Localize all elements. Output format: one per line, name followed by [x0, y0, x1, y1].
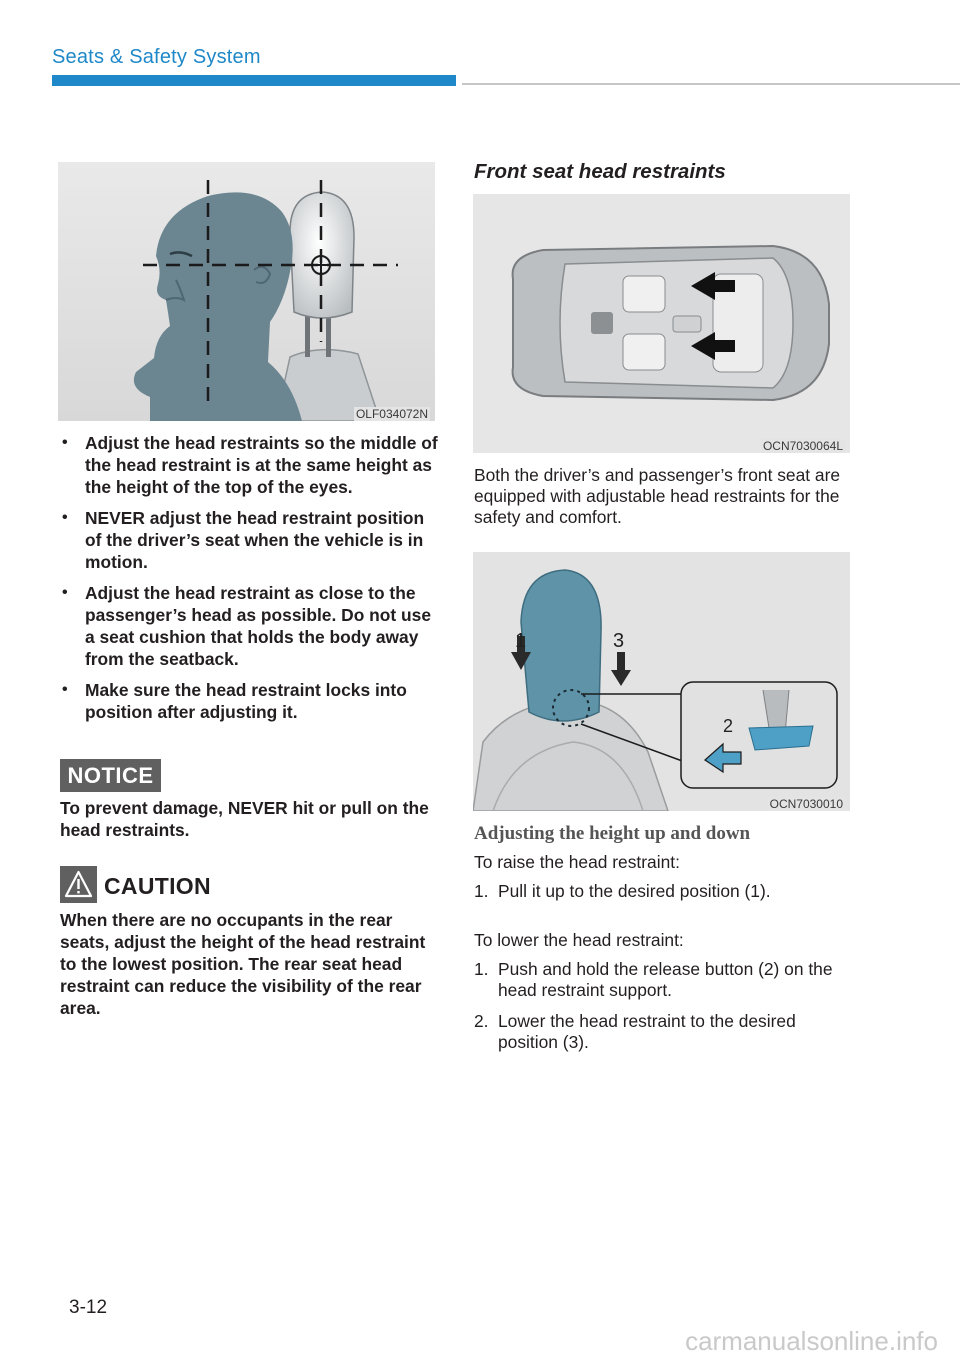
- callout-3: 3: [613, 630, 625, 652]
- lower-intro: To lower the head restraint:: [474, 930, 684, 950]
- section-title: Seats & Safety System: [52, 46, 261, 68]
- height-adjust-figure: [473, 552, 850, 811]
- callout-1: 1: [515, 630, 527, 652]
- raise-intro: To raise the head restraint:: [474, 852, 680, 872]
- notice-badge: NOTICE: [60, 759, 161, 792]
- step-number: 1.: [474, 959, 489, 979]
- raise-steps: [474, 881, 854, 912]
- caution-text: When there are no occupants in the rear seats, adjust the height of the head restraint to the lowest position. The rear seat head restraint can reduce the visibility of the rear area.: [60, 910, 426, 1018]
- head-position-figure: [58, 162, 435, 421]
- step-text: Lower the head restraint to the desired position (3).: [498, 1011, 796, 1052]
- figure-code: OLF034072N: [355, 407, 428, 421]
- header-rule: [462, 83, 960, 85]
- step-text: Push and hold the release button (2) on the head restraint support.: [498, 959, 833, 1000]
- figure-code: OCN7030010: [769, 797, 843, 811]
- figure-code: OCN7030064L: [762, 439, 843, 453]
- notice-text: To prevent damage, NEVER hit or pull on the head restraints.: [60, 798, 429, 840]
- warning-triangle-icon: [60, 866, 97, 903]
- front-seat-heading: Front seat head restraints: [474, 160, 726, 183]
- head-restraint-adjust-illustration: [473, 552, 850, 811]
- vehicle-top-view-illustration: [473, 194, 850, 453]
- lower-steps: [474, 959, 854, 1063]
- caution-label: CAUTION: [104, 873, 211, 899]
- header-rule-accent: [52, 75, 456, 86]
- callout-2: 2: [723, 716, 734, 736]
- list-item: [474, 959, 854, 1001]
- list-item: • Adjust the head restraint as close to the passenger’s head as possible. Do not use a seat cushion that holds the body away from the seatback.: [60, 582, 440, 670]
- step-number: 2.: [474, 1011, 489, 1031]
- head-restraint-guidelines: [60, 432, 440, 732]
- step-text: Pull it up to the desired position (1).: [498, 881, 771, 901]
- adjusting-heading: Adjusting the height up and down: [474, 823, 751, 844]
- list-item: • Make sure the head restraint locks into position after adjusting it.: [60, 679, 440, 723]
- list-item: [474, 1011, 854, 1053]
- list-item: • NEVER adjust the head restraint position of the driver’s seat when the vehicle is in motion.: [60, 507, 440, 573]
- vehicle-top-view-figure: [473, 194, 850, 453]
- page-number: 3-12: [69, 1297, 108, 1318]
- watermark: carmanualsonline.info: [685, 1326, 938, 1356]
- list-item: [474, 881, 854, 902]
- head-restraint-alignment-illustration: [58, 162, 435, 421]
- list-item: • Adjust the head restraints so the middle of the head restraint is at the same height as the height of the top of the eyes.: [60, 432, 440, 498]
- front-seat-description: Both the driver’s and passenger’s front seat are equipped with adjustable head restraints for the safety and comfort.: [474, 465, 841, 527]
- step-number: 1.: [474, 881, 489, 901]
